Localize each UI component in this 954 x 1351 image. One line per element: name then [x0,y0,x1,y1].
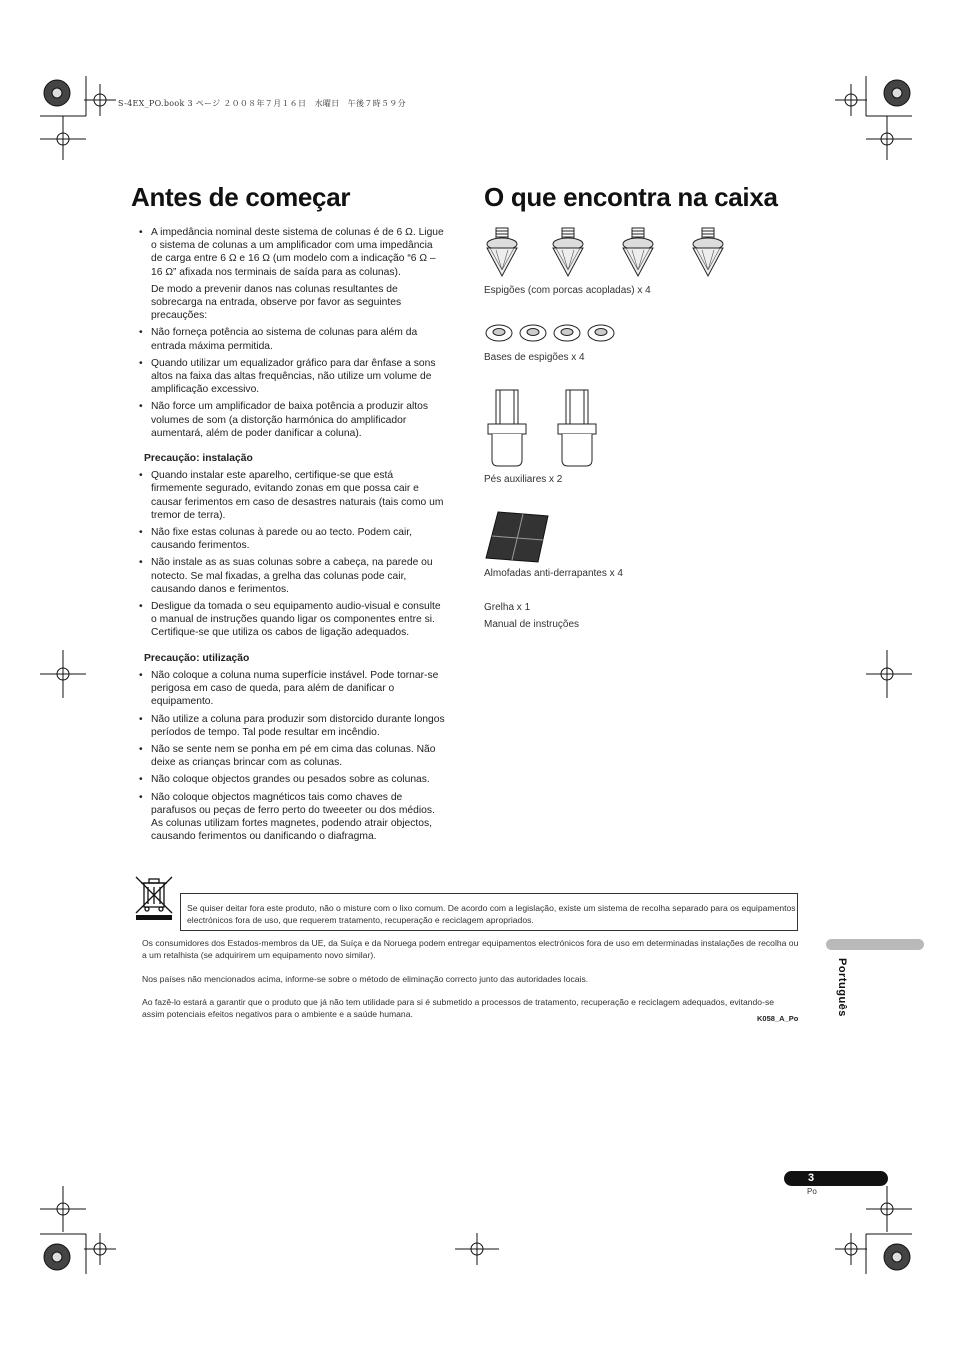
list-item: • Não coloque objectos magnéticos tais como chaves de parafusos ou peças de ferro perto do tweeeter ou dos médios. As colunas utilizam fortes magnetes, podendo atrair objectos, causando ferimentos ou danificando o diafragma. [139,791,446,844]
list-item: • Quando instalar este aparelho, certifique-se que está firmemente segurado, evitando zonas em que possa cair e causar ferimentos em caso de desastres naturais (tais como um tremor de terra). [139,469,446,522]
usage-heading: Precaução: utilização [144,652,250,664]
weee-bin-icon [133,875,175,921]
disposal-notice-box: Se quiser deitar fora este produto, não o misture com o lixo comum. De acordo com a legislação, existe um sistema de recolha separado para os equipamentos electrónicos fora de uso, que requerem tratamento, recuperação e reciclagem apropriados. [180,893,798,931]
list-item: • Não forneça potência ao sistema de colunas para além da entrada máxima permitida. [139,326,446,352]
usage-list [139,669,446,843]
list-item: • Não force um amplificador de baixa potência a produzir altos volumes de som (a distorção harmónica do amplificador aumentará, além de poder danificar a coluna). [139,400,446,440]
item-grille: Grelha x 1 [484,602,531,613]
intro-continuation: De modo a prevenir danos nas colunas resultantes de sobrecarga na entrada, observe por favor as seguintes precauções: [151,283,402,322]
page-number: 3 [808,1172,815,1184]
spike-illustrations [484,226,744,282]
page-language-code: Po [807,1187,817,1196]
list-item: • Não coloque a coluna numa superfície instável. Pode tornar-se perigosa em caso de queda, para além de danificar o equipamento. [139,669,446,709]
language-tab-label: Português [836,958,848,1017]
list-item: • A impedância nominal deste sistema de colunas é de 6 Ω. Ligue o sistema de colunas a um amplificador com uma impedância de carga entre 6 Ω e 16 Ω (um modelo com a indicação “6 Ω – 16 Ω” afixada nos terminais de saída para as colunas). [139,226,446,279]
disposal-paragraph-benefit: Ao fazê-lo estará a garantir que o produto que já não tem utilidade para si é submetido a processos de tratamento, recuperação e reciclagem adequados, evitando-se assim potenciais efeitos negativos para o ambiente e a saúde humana. [142,997,775,1019]
spike-base-illustrations [484,322,624,344]
list-item: • Não se sente nem se ponha em pé em cima das colunas. Não deixe as crianças brincar com as colunas. [139,743,446,769]
disposal-paragraph-eu: Os consumidores dos Estados-membros da UE, da Suíça e da Noruega podem entregar equipamentos electrónicos fora de uso em determinadas instalações de recolha ou a um retalhista (se adquirirem um equipamento novo similar). [142,938,799,960]
item-auxiliary-feet: Pés auxiliares x 2 [484,474,563,485]
file-info-header: S-4EX_PO.book 3 ページ ２００８年７月１６日 水曜日 午後７時５９分 [118,99,406,108]
list-item: • Não fixe estas colunas à parede ou ao tecto. Podem cair, causando ferimentos. [139,526,446,552]
item-manual: Manual de instruções [484,619,580,630]
installation-heading: Precaução: instalação [144,453,253,465]
list-item: • Não coloque objectos grandes ou pesados sobre as colunas. [139,773,446,786]
item-anti-slip-pads: Almofadas anti-derrapantes x 4 [484,568,623,579]
list-item: • Não utilize a coluna para produzir som distorcido durante longos períodos de tempo. Tal pode resultar em incêndio. [139,713,446,739]
item-spikes: Espigões (com porcas acopladas) x 4 [484,285,651,296]
language-tab-bar [826,939,924,950]
anti-slip-pad-illustration [484,510,554,564]
list-item: • Quando utilizar um equalizador gráfico para dar ênfase a sons altos na faixa das altas frequências, não utilize um volume de amplificação excessivo. [139,357,446,397]
list-item: • Não instale as as suas colunas sobre a cabeça, na parede ou notecto. Se mal fixadas, a grelha das colunas pode cair, causando danos e ferimentos. [139,556,446,596]
item-spike-bases: Bases de espigões x 4 [484,352,585,363]
disposal-code: K058_A_Po [757,1014,799,1023]
installation-list [139,469,446,639]
disposal-paragraph-other: Nos países não mencionados acima, informe-se sobre o método de eliminação correcto junto das autoridades locais. [142,974,589,984]
intro-more-list [139,326,446,440]
section-title-box-contents: O que encontra na caixa [484,182,778,212]
page-number-pill [784,1171,888,1186]
intro-list [139,226,446,279]
left-column [139,226,446,847]
list-item: • Desligue da tomada o seu equipamento audio-visual e consulte o manual de instruções quando ligar os componentes entre si. Certifique-se que utiliza os cabos de ligação adequados. [139,600,446,640]
section-title-before-starting: Antes de começar [131,182,351,212]
auxiliary-feet-illustrations [484,388,604,468]
